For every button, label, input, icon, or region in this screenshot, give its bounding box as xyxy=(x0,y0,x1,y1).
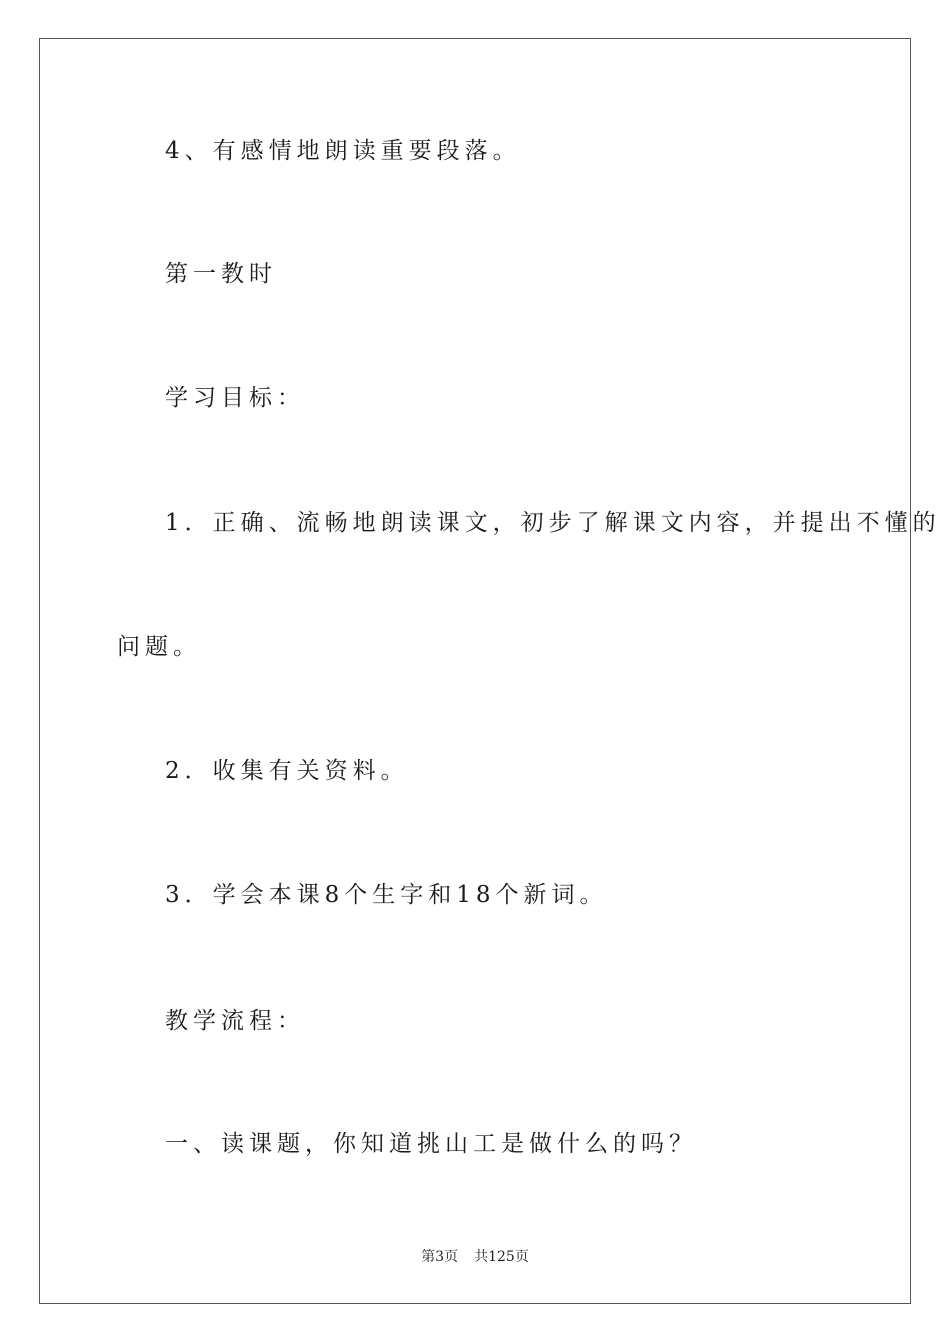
page-number: 第3页 xyxy=(421,1249,459,1265)
paragraph-goal-2: 2．收集有关资料。 xyxy=(165,758,409,784)
paragraph-goal-1-continued: 问题。 xyxy=(117,634,201,660)
page-footer xyxy=(0,1246,950,1266)
paragraph-first-lesson: 第一教时 xyxy=(165,261,277,287)
paragraph-teaching-process-heading: 教学流程： xyxy=(165,1008,305,1034)
page-total: 共125页 xyxy=(474,1249,529,1265)
paragraph-objective-4: 4、有感情地朗读重要段落。 xyxy=(165,138,521,164)
paragraph-learning-goals-heading: 学习目标： xyxy=(165,385,305,411)
page-frame xyxy=(39,38,911,1304)
paragraph-goal-1: 1．正确、流畅地朗读课文，初步了解课文内容，并提出不懂的 xyxy=(165,510,941,536)
paragraph-goal-3: 3．学会本课8个生字和18个新词。 xyxy=(165,882,608,908)
paragraph-step-1: 一、读课题，你知道挑山工是做什么的吗？ xyxy=(165,1131,697,1157)
